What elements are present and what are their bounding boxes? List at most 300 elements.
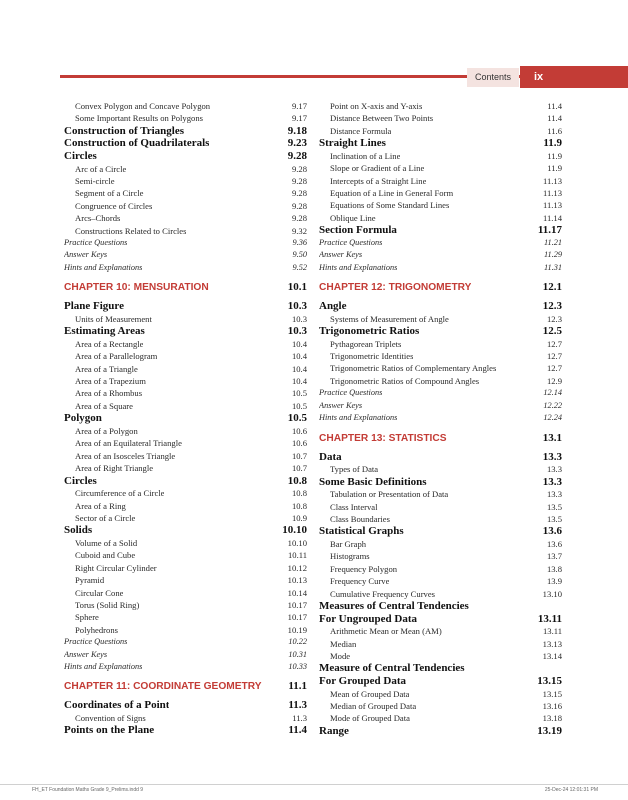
toc-entry-page: 13.7 xyxy=(546,551,562,562)
toc-entry-page: 10.3 xyxy=(287,325,307,338)
toc-extra xyxy=(64,636,307,648)
toc-entry-page: 10.3 xyxy=(287,300,307,313)
toc-entry-page: 10.13 xyxy=(287,575,307,586)
toc-entry-title: Cumulative Frequency Curves xyxy=(330,588,436,599)
toc-subtopic xyxy=(64,175,307,187)
toc-entry-page: 11.14 xyxy=(542,212,562,223)
toc-entry-page: 13.16 xyxy=(542,700,562,711)
toc-section xyxy=(64,699,307,712)
toc-subtopic xyxy=(64,375,307,387)
toc-entry-page: 11.13 xyxy=(542,175,562,186)
toc-entry-page: 11.9 xyxy=(547,150,562,161)
toc-entry-title: Circumference of a Circle xyxy=(75,488,165,499)
toc-entry-page: 13.3 xyxy=(542,450,562,463)
toc-entry-title: Hints and Explanations xyxy=(319,262,398,272)
toc-entry-title: Class Boundaries xyxy=(330,513,390,524)
toc-entry-page: 11.9 xyxy=(543,137,562,150)
toc-section xyxy=(64,125,307,138)
toc-entry-page: 10.4 xyxy=(291,376,307,387)
toc-entry-title: Constructions Related to Circles xyxy=(75,225,187,236)
toc-entry-page: 9.36 xyxy=(292,238,307,248)
toc-entry-title: Some Basic Definitions xyxy=(319,475,427,488)
toc-subtopic xyxy=(319,199,562,211)
toc-subtopic xyxy=(319,463,562,475)
toc-entry-title: Bar Graph xyxy=(330,538,367,549)
toc-entry-title: Mean of Grouped Data xyxy=(330,688,410,699)
toc-subtopic xyxy=(319,212,562,224)
toc-extra xyxy=(64,237,307,249)
toc-entry-title: For Ungrouped Data xyxy=(319,612,417,625)
toc-subtopic xyxy=(319,362,562,374)
toc-entry-page: 13.18 xyxy=(542,713,562,724)
toc-section xyxy=(64,475,307,488)
toc-entry-title: Inclination of a Line xyxy=(330,150,401,161)
toc-subtopic xyxy=(319,187,562,199)
toc-entry-title: Median xyxy=(330,638,357,649)
toc-subtopic xyxy=(319,175,562,187)
toc-entry-page: 10.6 xyxy=(291,438,307,449)
toc-entry-page: 10.33 xyxy=(288,661,307,671)
toc-entry-page: 10.4 xyxy=(291,351,307,362)
toc-subtopic xyxy=(319,313,562,325)
toc-entry-page: 13.9 xyxy=(546,576,562,587)
toc-entry-page: 11.6 xyxy=(547,125,562,136)
toc-entry-title: Oblique Line xyxy=(330,212,376,223)
toc-entry-title: Segment of a Circle xyxy=(75,188,144,199)
toc-entry-page: 10.5 xyxy=(287,412,307,425)
toc-subtopic xyxy=(64,611,307,623)
toc-subtopic xyxy=(64,338,307,350)
toc-entry-page: 12.3 xyxy=(546,313,562,324)
toc-section xyxy=(319,613,562,626)
toc-entry-title: Class Interval xyxy=(330,501,378,512)
toc-entry-title: Area of a Ring xyxy=(75,500,126,511)
toc-entry-page: 10.10 xyxy=(287,537,307,548)
footer-timestamp: 25-Dec-24 12:01:31 PM xyxy=(544,787,598,793)
toc-entry-page: 13.6 xyxy=(546,538,562,549)
toc-entry-title: Construction of Triangles xyxy=(64,124,184,137)
toc-extra xyxy=(64,262,307,274)
toc-subtopic xyxy=(319,688,562,700)
toc-section xyxy=(64,300,307,313)
toc-subtopic xyxy=(64,313,307,325)
toc-entry-page: 13.6 xyxy=(542,525,562,538)
toc-entry-title: Pythagorean Triplets xyxy=(330,338,402,349)
toc-entry-page: 10.8 xyxy=(287,474,307,487)
toc-subtopic xyxy=(319,162,562,174)
footer-rule xyxy=(0,784,628,785)
toc-entry-page: 13.10 xyxy=(542,588,562,599)
toc-entry-page: 10.11 xyxy=(287,550,307,561)
toc-entry-title: Convex Polygon and Concave Polygon xyxy=(75,101,211,111)
toc-entry-title: Sector of a Circle xyxy=(75,512,136,523)
toc-entry-title: Volume of a Solid xyxy=(75,537,138,548)
toc-entry-title: Right Circular Cylinder xyxy=(75,562,157,573)
toc-subtopic xyxy=(64,549,307,561)
toc-subtopic xyxy=(64,425,307,437)
toc-subtopic xyxy=(64,112,307,124)
toc-entry-title: Answer Keys xyxy=(319,400,363,410)
toc-entry-title: Practice Questions xyxy=(319,388,383,398)
toc-entry-title: Frequency Polygon xyxy=(330,563,398,574)
toc-section xyxy=(319,675,562,688)
toc-subtopic xyxy=(64,100,307,112)
toc-entry-title: Trigonometric Ratios of Complementary Angles xyxy=(330,363,497,374)
toc-entry-page: 12.7 xyxy=(546,338,562,349)
toc-entry-page: 10.10 xyxy=(282,524,307,537)
toc-subtopic xyxy=(319,563,562,575)
toc-subtopic xyxy=(64,500,307,512)
toc-entry-title: For Grouped Data xyxy=(319,674,406,687)
toc-entry-page: 11.4 xyxy=(288,724,307,737)
toc-entry-title: Answer Keys xyxy=(64,250,108,260)
toc-subtopic xyxy=(64,225,307,237)
toc-section xyxy=(319,476,562,489)
toc-entry-title: Pyramid xyxy=(75,575,105,586)
toc-entry-title: Hints and Explanations xyxy=(319,413,398,423)
toc-subtopic xyxy=(64,350,307,362)
toc-subtopic xyxy=(64,599,307,611)
toc-right-column xyxy=(319,100,562,737)
toc-entry-page: 11.4 xyxy=(547,101,562,111)
toc-subtopic xyxy=(64,163,307,175)
toc-entry-title: Coordinates of a Point xyxy=(64,699,170,712)
toc-entry-page: 9.28 xyxy=(291,163,307,174)
toc-entry-page: 9.28 xyxy=(291,200,307,211)
toc-subtopic xyxy=(64,437,307,449)
toc-section xyxy=(64,524,307,537)
toc-entry-page: 9.23 xyxy=(287,137,307,150)
toc-subtopic xyxy=(319,588,562,600)
footer-file-info: FH_ET Foundation Maths Grade 9_Prelims.indd 9 xyxy=(32,787,144,793)
toc-section xyxy=(319,662,562,675)
toc-entry-page: 12.3 xyxy=(542,300,562,313)
toc-entry-title: CHAPTER 12: TRIGONOMETRY xyxy=(319,282,472,294)
toc-section xyxy=(319,224,562,237)
toc-entry-title: Arc of a Circle xyxy=(75,163,127,174)
toc-entry-page: 12.7 xyxy=(546,351,562,362)
toc-entry-page: 12.7 xyxy=(546,363,562,374)
toc-entry-page: 10.19 xyxy=(287,624,307,635)
toc-entry-title: Range xyxy=(319,724,349,737)
toc-entry-page: 11.3 xyxy=(292,712,307,723)
toc-entry-page: 13.11 xyxy=(542,626,562,637)
toc-section xyxy=(319,451,562,464)
toc-subtopic xyxy=(64,200,307,212)
toc-entry-title: Points on the Plane xyxy=(64,724,155,737)
toc-entry-title: Polyhedrons xyxy=(75,624,118,635)
toc-entry-title: Area of a Rectangle xyxy=(75,338,144,349)
toc-entry-page: 9.17 xyxy=(291,101,307,111)
toc-entry-title: Convention of Signs xyxy=(75,712,146,723)
toc-entry-title: Slope or Gradient of a Line xyxy=(330,163,425,174)
toc-entry-title: Sphere xyxy=(75,612,99,623)
toc-subtopic xyxy=(319,638,562,650)
toc-subtopic xyxy=(64,574,307,586)
toc-entry-page: 13.14 xyxy=(542,650,562,661)
toc-entry-page: 9.32 xyxy=(291,225,307,236)
toc-entry-page: 10.17 xyxy=(287,612,307,623)
toc-entry-title: CHAPTER 11: COORDINATE GEOMETRY xyxy=(64,681,262,693)
toc-entry-page: 9.28 xyxy=(291,188,307,199)
toc-entry-title: Equations of Some Standard Lines xyxy=(330,200,450,211)
toc-entry-page: 9.52 xyxy=(292,262,307,272)
toc-entry-title: Systems of Measurement of Angle xyxy=(330,313,449,324)
toc-entry-title: Estimating Areas xyxy=(64,325,145,338)
toc-entry-page: 10.8 xyxy=(291,488,307,499)
toc-entry-page: 10.5 xyxy=(291,388,307,399)
header-rule xyxy=(60,75,520,78)
toc-entry-title: Trigonometric Ratios xyxy=(319,325,420,338)
toc-entry-title: Area of a Trapezium xyxy=(75,376,146,387)
toc-entry-title: Semi-circle xyxy=(75,176,115,186)
toc-subtopic xyxy=(319,650,562,662)
toc-entry-page: 9.28 xyxy=(291,213,307,224)
toc-entry-page: 13.13 xyxy=(542,638,562,649)
toc-subtopic xyxy=(64,363,307,375)
toc-entry-page: 10.4 xyxy=(291,363,307,374)
toc-entry-title: Mode xyxy=(330,650,351,661)
toc-entry-page: 13.3 xyxy=(546,464,562,475)
toc-entry-title: Solids xyxy=(64,524,93,537)
toc-entry-title: Circles xyxy=(64,474,97,487)
toc-entry-title: Data xyxy=(319,450,342,463)
toc-chapter-heading xyxy=(319,280,562,295)
toc-subtopic xyxy=(64,450,307,462)
toc-entry-page: 9.28 xyxy=(287,150,307,162)
toc-entry-page: 10.5 xyxy=(291,400,307,411)
toc-extra xyxy=(319,262,562,274)
toc-entry-page: 13.11 xyxy=(537,612,562,625)
toc-entry-title: Practice Questions xyxy=(319,237,383,247)
toc-section xyxy=(64,724,307,737)
toc-section xyxy=(319,525,562,538)
toc-section xyxy=(64,412,307,425)
toc-entry-title: Polygon xyxy=(64,412,102,425)
toc-extra xyxy=(319,412,562,424)
toc-entry-title: Equation of a Line in General Form xyxy=(330,188,454,199)
toc-entry-title: Construction of Quadrilaterals xyxy=(64,137,210,150)
toc-extra xyxy=(319,237,562,249)
toc-subtopic xyxy=(64,562,307,574)
toc-entry-title: Plane Figure xyxy=(64,300,124,313)
toc-entry-title: Hints and Explanations xyxy=(64,661,143,671)
toc-entry-title: Straight Lines xyxy=(319,137,386,150)
toc-extra xyxy=(64,249,307,261)
toc-subtopic xyxy=(319,338,562,350)
toc-subtopic xyxy=(64,487,307,499)
toc-subtopic xyxy=(64,587,307,599)
toc-entry-title: Area of a Triangle xyxy=(75,363,138,374)
toc-entry-page: 13.1 xyxy=(542,431,562,444)
toc-entry-title: Histograms xyxy=(330,551,370,562)
toc-entry-page: 12.5 xyxy=(542,325,562,338)
toc-entry-title: Arithmetic Mean or Mean (AM) xyxy=(330,626,442,637)
toc-entry-title: Cuboid and Cube xyxy=(75,550,136,561)
toc-subtopic xyxy=(64,462,307,474)
toc-subtopic xyxy=(319,513,562,525)
toc-chapter-heading xyxy=(64,679,307,694)
toc-entry-title: Arcs–Chords xyxy=(75,213,121,224)
page-footer xyxy=(0,784,628,796)
toc-extra xyxy=(319,387,562,399)
toc-entry-title: Area of a Square xyxy=(75,400,133,411)
toc-section xyxy=(319,725,562,738)
toc-subtopic xyxy=(319,550,562,562)
toc-section xyxy=(319,325,562,338)
toc-entry-title: Circles xyxy=(64,150,97,162)
toc-entry-page: 9.18 xyxy=(287,124,307,137)
toc-entry-page: 10.12 xyxy=(287,562,307,573)
toc-entry-page: 13.5 xyxy=(546,513,562,524)
toc-entry-title: Area of a Parallelogram xyxy=(75,351,158,362)
toc-subtopic xyxy=(319,538,562,550)
toc-subtopic xyxy=(319,375,562,387)
toc-entry-page: 10.17 xyxy=(287,599,307,610)
toc-entry-title: Angle xyxy=(319,300,347,313)
toc-entry-page: 10.4 xyxy=(291,338,307,349)
toc-entry-page: 11.3 xyxy=(288,699,307,712)
toc-entry-title: Units of Measurement xyxy=(75,313,152,324)
toc-entry-page: 11.29 xyxy=(543,250,562,260)
toc-entry-page: 11.17 xyxy=(537,224,562,237)
toc-entry-title: Trigonometric Ratios of Compound Angles xyxy=(330,375,480,386)
toc-entry-page: 11.31 xyxy=(543,262,562,272)
toc-entry-title: Torus (Solid Ring) xyxy=(75,599,140,610)
toc-extra xyxy=(64,649,307,661)
toc-entry-page: 11.9 xyxy=(547,163,562,174)
toc-entry-page: 10.14 xyxy=(287,587,307,598)
toc-extra xyxy=(64,661,307,673)
toc-entry-title: Some Important Results on Polygons xyxy=(75,113,203,124)
toc-chapter-heading xyxy=(64,280,307,295)
toc-entry-page: 10.31 xyxy=(288,649,307,659)
toc-subtopic xyxy=(64,387,307,399)
toc-entry-page: 9.50 xyxy=(292,250,307,260)
toc-subtopic xyxy=(319,100,562,112)
toc-entry-page: 12.22 xyxy=(543,400,562,410)
toc-subtopic xyxy=(319,625,562,637)
toc-entry-page: 10.8 xyxy=(291,500,307,511)
toc-subtopic xyxy=(64,537,307,549)
toc-subtopic xyxy=(64,187,307,199)
toc-entry-page: 11.21 xyxy=(543,237,562,247)
toc-entry-page: 12.9 xyxy=(546,375,562,386)
toc-entry-title: Answer Keys xyxy=(319,250,363,260)
toc-subtopic xyxy=(319,501,562,513)
toc-section xyxy=(64,150,307,163)
toc-entry-page: 10.9 xyxy=(291,512,307,523)
toc-entry-page: 13.15 xyxy=(542,688,562,699)
toc-entry-title: Circular Cone xyxy=(75,587,124,598)
toc-extra xyxy=(319,400,562,412)
toc-entry-title: Distance Between Two Points xyxy=(330,113,434,124)
toc-entry-title: Median of Grouped Data xyxy=(330,700,417,711)
toc-entry-title: Measures of Central Tendencies xyxy=(319,599,469,612)
toc-entry-page: 11.1 xyxy=(288,680,307,693)
toc-entry-page: 10.7 xyxy=(291,463,307,474)
toc-entry-title: CHAPTER 13: STATISTICS xyxy=(319,432,447,444)
toc-entry-title: Congruence of Circles xyxy=(75,200,153,211)
toc-entry-title: Statistical Graphs xyxy=(319,525,404,538)
toc-entry-page: 9.17 xyxy=(291,113,307,124)
toc-entry-title: Types of Data xyxy=(330,464,379,475)
toc-subtopic xyxy=(64,712,307,724)
toc-entry-page: 13.15 xyxy=(537,674,562,687)
toc-entry-page: 13.3 xyxy=(542,475,562,488)
toc-section xyxy=(64,325,307,338)
toc-entry-page: 13.19 xyxy=(537,724,562,737)
toc-left-column xyxy=(64,100,307,737)
toc-section xyxy=(319,137,562,150)
toc-entry-page: 11.13 xyxy=(542,188,562,199)
toc-section xyxy=(64,137,307,150)
header-label: Contents xyxy=(467,68,519,87)
toc-entry-title: CHAPTER 10: MENSURATION xyxy=(64,282,209,294)
toc-entry-title: Distance Formula xyxy=(330,125,392,136)
toc-entry-page: 13.8 xyxy=(546,563,562,574)
toc-entry-page: 12.1 xyxy=(542,281,562,294)
toc-subtopic xyxy=(64,512,307,524)
toc-section xyxy=(319,300,562,313)
toc-entry-title: Measure of Central Tendencies xyxy=(319,662,465,675)
page-header xyxy=(0,66,628,88)
toc-extra xyxy=(319,249,562,261)
toc-entry-title: Trigonometric Identities xyxy=(330,351,414,362)
toc-entry-page: 9.28 xyxy=(291,176,307,186)
toc-subtopic xyxy=(319,700,562,712)
toc-entry-title: Point on X-axis and Y-axis xyxy=(330,101,423,111)
toc-entry-title: Practice Questions xyxy=(64,637,128,647)
toc-section xyxy=(319,600,562,613)
toc-subtopic xyxy=(319,488,562,500)
toc-entry-title: Mode of Grouped Data xyxy=(330,713,410,724)
toc-entry-title: Tabulation or Presentation of Data xyxy=(330,489,449,500)
toc-entry-page: 11.4 xyxy=(547,113,562,124)
toc-entry-page: 10.6 xyxy=(291,425,307,436)
toc-entry-title: Area of a Polygon xyxy=(75,425,138,436)
toc-entry-page: 11.13 xyxy=(542,200,562,211)
toc-subtopic xyxy=(64,212,307,224)
toc-subtopic xyxy=(319,350,562,362)
toc-entry-title: Area of an Isosceles Triangle xyxy=(75,450,176,461)
toc-entry-page: 13.3 xyxy=(546,489,562,500)
toc-entry-title: Practice Questions xyxy=(64,238,128,248)
toc-entry-title: Section Formula xyxy=(319,224,397,237)
toc-subtopic xyxy=(319,575,562,587)
toc-entry-page: 10.22 xyxy=(288,637,307,647)
toc-entry-title: Area of an Equilateral Triangle xyxy=(75,438,182,449)
toc-subtopic xyxy=(319,112,562,124)
toc-subtopic xyxy=(64,624,307,636)
toc-entry-page: 10.3 xyxy=(291,313,307,324)
toc-entry-title: Answer Keys xyxy=(64,649,108,659)
toc-entry-page: 10.1 xyxy=(287,281,307,294)
toc-subtopic xyxy=(319,125,562,137)
toc-entry-title: Area of a Rhombus xyxy=(75,388,143,399)
toc-entry-title: Intercepts of a Straight Line xyxy=(330,175,427,186)
toc-entry-title: Area of Right Triangle xyxy=(75,463,154,474)
toc-subtopic xyxy=(319,150,562,162)
toc-entry-title: Frequency Curve xyxy=(330,576,390,587)
toc-entry-page: 10.7 xyxy=(291,450,307,461)
toc-entry-page: 12.24 xyxy=(543,413,562,423)
toc-entry-title: Hints and Explanations xyxy=(64,262,143,272)
toc-entry-page: 12.14 xyxy=(543,388,562,398)
toc-entry-page: 13.5 xyxy=(546,501,562,512)
toc-subtopic xyxy=(319,712,562,724)
header-page-number: ix xyxy=(520,66,628,88)
